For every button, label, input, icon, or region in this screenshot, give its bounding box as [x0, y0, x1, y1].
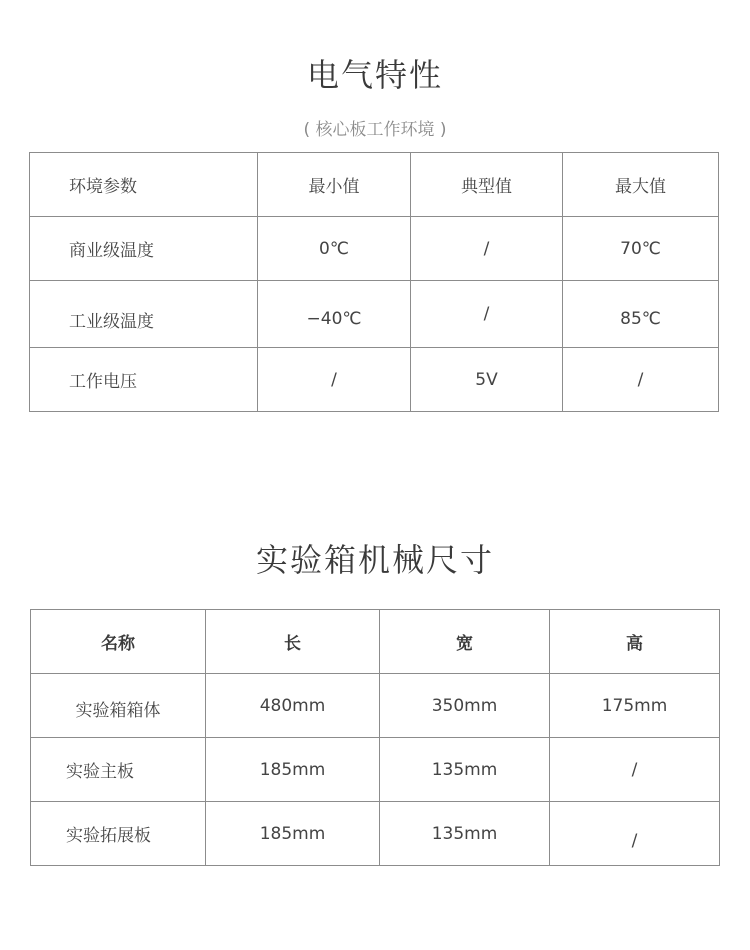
table-row: [31, 738, 720, 802]
header-cell: 环境参数: [30, 153, 258, 217]
table-row: [31, 802, 720, 866]
table-cell: 工业级温度: [30, 281, 258, 348]
table-cell: 实验箱箱体: [31, 674, 206, 738]
table-cell: /: [411, 217, 563, 281]
table-cell: 480mm: [206, 674, 380, 738]
table-row: [30, 348, 719, 412]
table-header-row: [31, 610, 720, 674]
header-cell: 最小值: [258, 153, 411, 217]
table-cell: 350mm: [380, 674, 550, 738]
table-cell: 185mm: [206, 738, 380, 802]
table-cell: 5V: [411, 348, 563, 412]
table-row: [31, 674, 720, 738]
table-cell: 实验主板: [31, 738, 206, 802]
table-cell: −40℃: [258, 281, 411, 348]
table-cell: 175mm: [550, 674, 720, 738]
header-cell: 名称: [31, 610, 206, 674]
electrical-section-subtitle: ( 核心板工作环境 ): [303, 120, 447, 140]
table-cell: /: [550, 738, 720, 802]
table-cell: 85℃: [563, 281, 719, 348]
table-cell: /: [411, 281, 563, 348]
table-cell: 实验拓展板: [31, 802, 206, 866]
table-cell: /: [258, 348, 411, 412]
header-cell: 高: [550, 610, 720, 674]
electrical-specs-table: [29, 152, 719, 412]
header-cell: 典型值: [411, 153, 563, 217]
header-cell: 长: [206, 610, 380, 674]
electrical-section-title: 电气特性: [306, 56, 443, 94]
table-cell: /: [550, 802, 720, 866]
table-cell: 0℃: [258, 217, 411, 281]
mechanical-dimensions-table: [30, 609, 720, 866]
header-cell: 宽: [380, 610, 550, 674]
mechanical-section-title: 实验箱机械尺寸: [255, 541, 494, 579]
table-row: [30, 217, 719, 281]
table-header-row: [30, 153, 719, 217]
table-cell: 工作电压: [30, 348, 258, 412]
table-cell: 135mm: [380, 738, 550, 802]
header-cell: 最大值: [563, 153, 719, 217]
table-row: [30, 281, 719, 348]
table-cell: 商业级温度: [30, 217, 258, 281]
table-cell: 70℃: [563, 217, 719, 281]
table-cell: /: [563, 348, 719, 412]
table-cell: 185mm: [206, 802, 380, 866]
table-cell: 135mm: [380, 802, 550, 866]
